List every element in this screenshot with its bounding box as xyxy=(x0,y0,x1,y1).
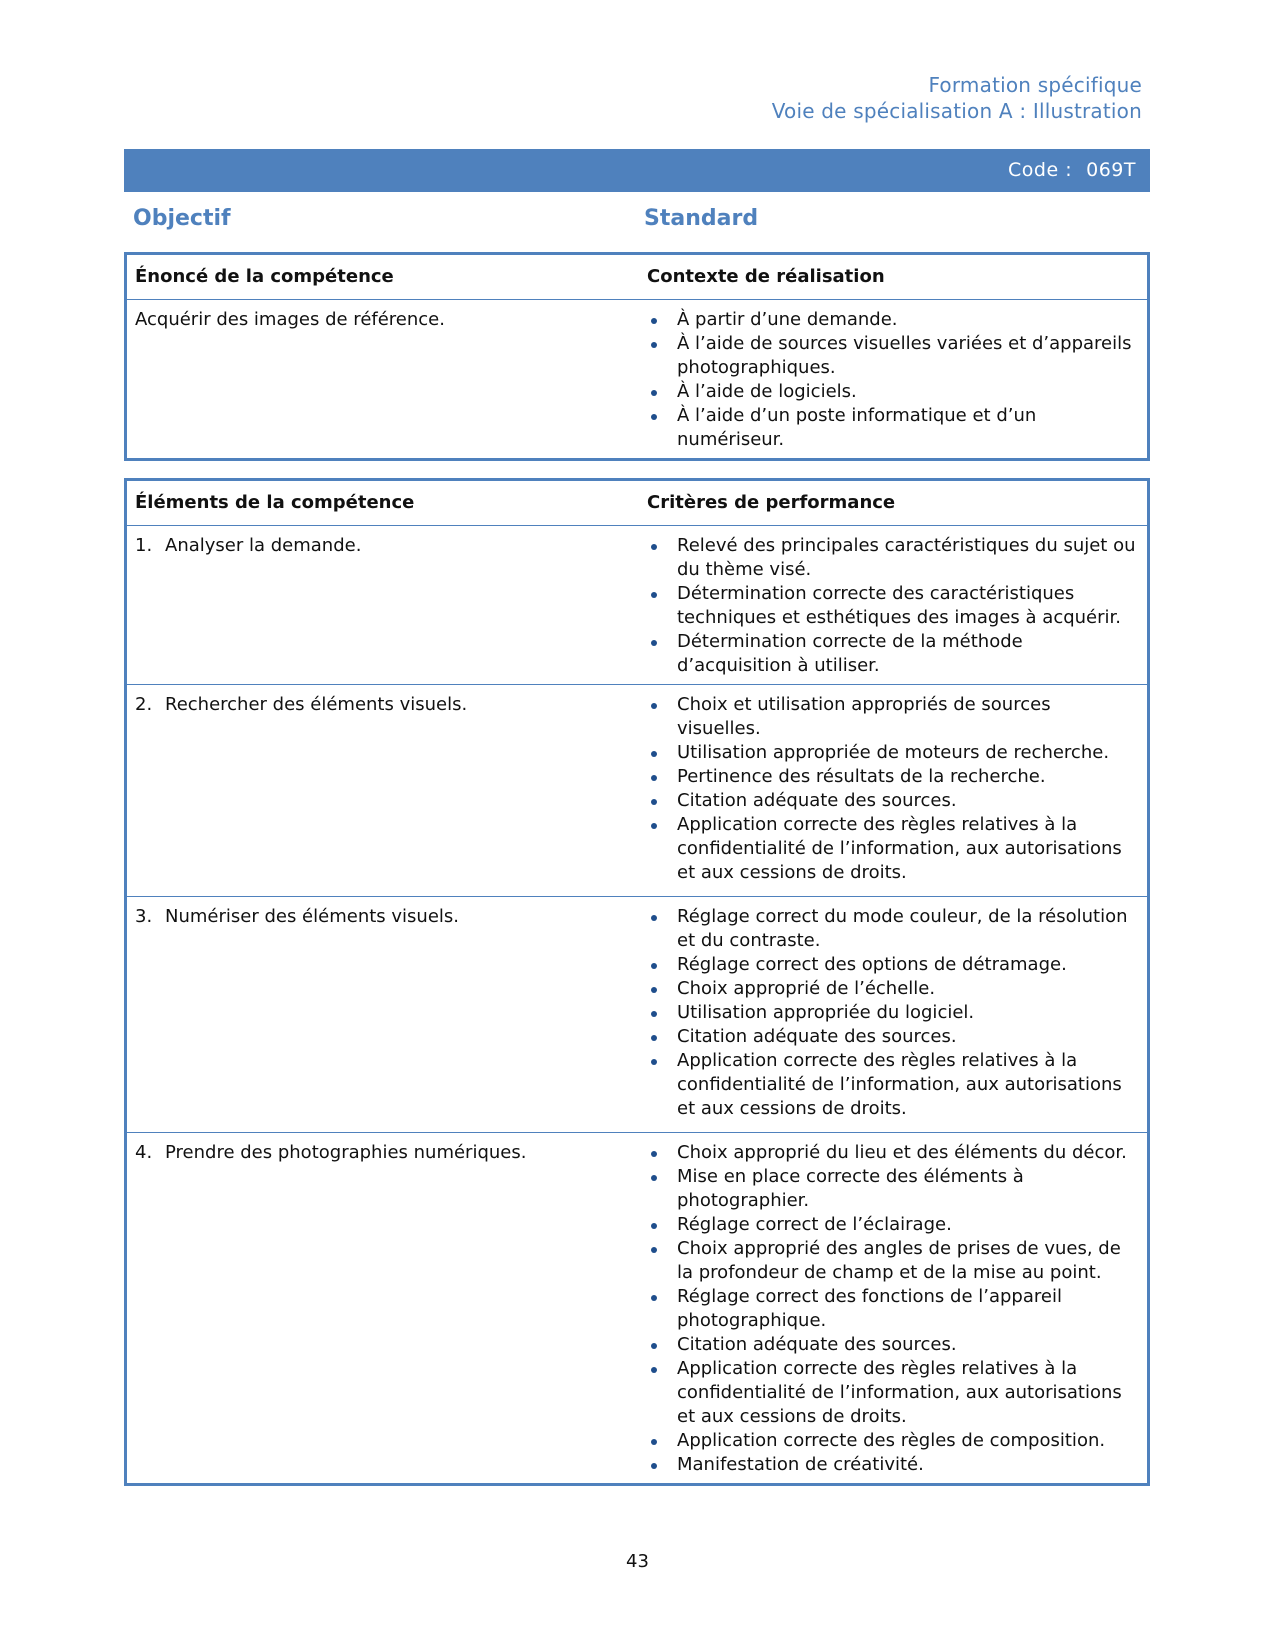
header-line-formation: Formation spécifique xyxy=(928,73,1142,97)
element-2: 2. Rechercher des éléments visuels. xyxy=(135,694,468,715)
list-item: À l’aide de sources visuelles variées et d’appareils photographiques. xyxy=(647,332,1139,380)
list-item: Application correcte des règles relatives à la confidentialité de l’information, aux autorisations et aux cessions de droits. xyxy=(647,1357,1139,1429)
element-3: 3. Numériser des éléments visuels. xyxy=(135,906,459,927)
list-item: À l’aide d’un poste informatique et d’un numériseur. xyxy=(647,404,1139,452)
list-item: Manifestation de créativité. xyxy=(647,1453,1139,1477)
competence-elements-table xyxy=(124,478,1150,1486)
list-item: Détermination correcte de la méthode d’acquisition à utiliser. xyxy=(647,630,1139,678)
running-header xyxy=(772,72,1142,124)
list-item: Choix approprié du lieu et des éléments du décor. xyxy=(647,1141,1139,1165)
header-criteres: Critères de performance xyxy=(647,492,896,513)
header-contexte: Contexte de réalisation xyxy=(647,266,885,287)
list-item: À partir d’une demande. xyxy=(647,308,1139,332)
list-item: Réglage correct des fonctions de l’appareil photographique. xyxy=(647,1285,1139,1333)
context-list xyxy=(647,300,1139,458)
criteria-list xyxy=(647,685,1139,891)
competence-statement: Acquérir des images de référence. xyxy=(135,309,445,330)
list-item: Réglage correct des options de détramage. xyxy=(647,953,1139,977)
code-label-group xyxy=(1008,159,1136,181)
criteria-list xyxy=(647,897,1139,1127)
section-title-standard: Standard xyxy=(644,206,759,231)
criteria-list xyxy=(647,1133,1139,1483)
table-row xyxy=(126,1133,1149,1485)
list-item: Application correcte des règles relatives à la confidentialité de l’information, aux autorisations et aux cessions de droits. xyxy=(647,813,1139,885)
table-row xyxy=(126,685,1149,897)
list-item: Utilisation appropriée de moteurs de recherche. xyxy=(647,741,1139,765)
list-item: Choix approprié des angles de prises de vues, de la profondeur de champ et de la mise au point. xyxy=(647,1237,1139,1285)
list-item: Détermination correcte des caractéristiques techniques et esthétiques des images à acquérir. xyxy=(647,582,1139,630)
list-item: Utilisation appropriée du logiciel. xyxy=(647,1001,1139,1025)
table-header-row xyxy=(126,480,1149,526)
list-item: Choix approprié de l’échelle. xyxy=(647,977,1139,1001)
list-item: Application correcte des règles de composition. xyxy=(647,1429,1139,1453)
list-item: Choix et utilisation appropriés de sources visuelles. xyxy=(647,693,1139,741)
list-item: Citation adéquate des sources. xyxy=(647,1025,1139,1049)
list-item: Pertinence des résultats de la recherche. xyxy=(647,765,1139,789)
list-item: Réglage correct de l’éclairage. xyxy=(647,1213,1139,1237)
section-title-objectif: Objectif xyxy=(133,206,231,231)
list-item: Citation adéquate des sources. xyxy=(647,1333,1139,1357)
list-item: À l’aide de logiciels. xyxy=(647,380,1139,404)
table-row xyxy=(126,300,1149,460)
criteria-list xyxy=(647,526,1139,684)
table-row xyxy=(126,897,1149,1133)
element-4: 4. Prendre des photographies numériques. xyxy=(135,1142,527,1163)
header-elements: Éléments de la compétence xyxy=(135,492,415,513)
list-item: Réglage correct du mode couleur, de la résolution et du contraste. xyxy=(647,905,1139,953)
element-1: 1. Analyser la demande. xyxy=(135,535,362,556)
list-item: Relevé des principales caractéristiques du sujet ou du thème visé. xyxy=(647,534,1139,582)
list-item: Application correcte des règles relatives à la confidentialité de l’information, aux autorisations et aux cessions de droits. xyxy=(647,1049,1139,1121)
table-header-row xyxy=(126,254,1149,300)
header-enonce: Énoncé de la compétence xyxy=(135,266,394,287)
table-row xyxy=(126,526,1149,685)
page-number: 43 xyxy=(626,1551,649,1572)
list-item: Mise en place correcte des éléments à photographier. xyxy=(647,1165,1139,1213)
competence-statement-table xyxy=(124,252,1150,461)
code-value: 069T xyxy=(1086,159,1136,181)
header-line-voie: Voie de spécialisation A : Illustration xyxy=(771,99,1142,123)
code-bar xyxy=(124,149,1150,192)
code-label: Code : xyxy=(1008,159,1073,181)
list-item: Citation adéquate des sources. xyxy=(647,789,1139,813)
